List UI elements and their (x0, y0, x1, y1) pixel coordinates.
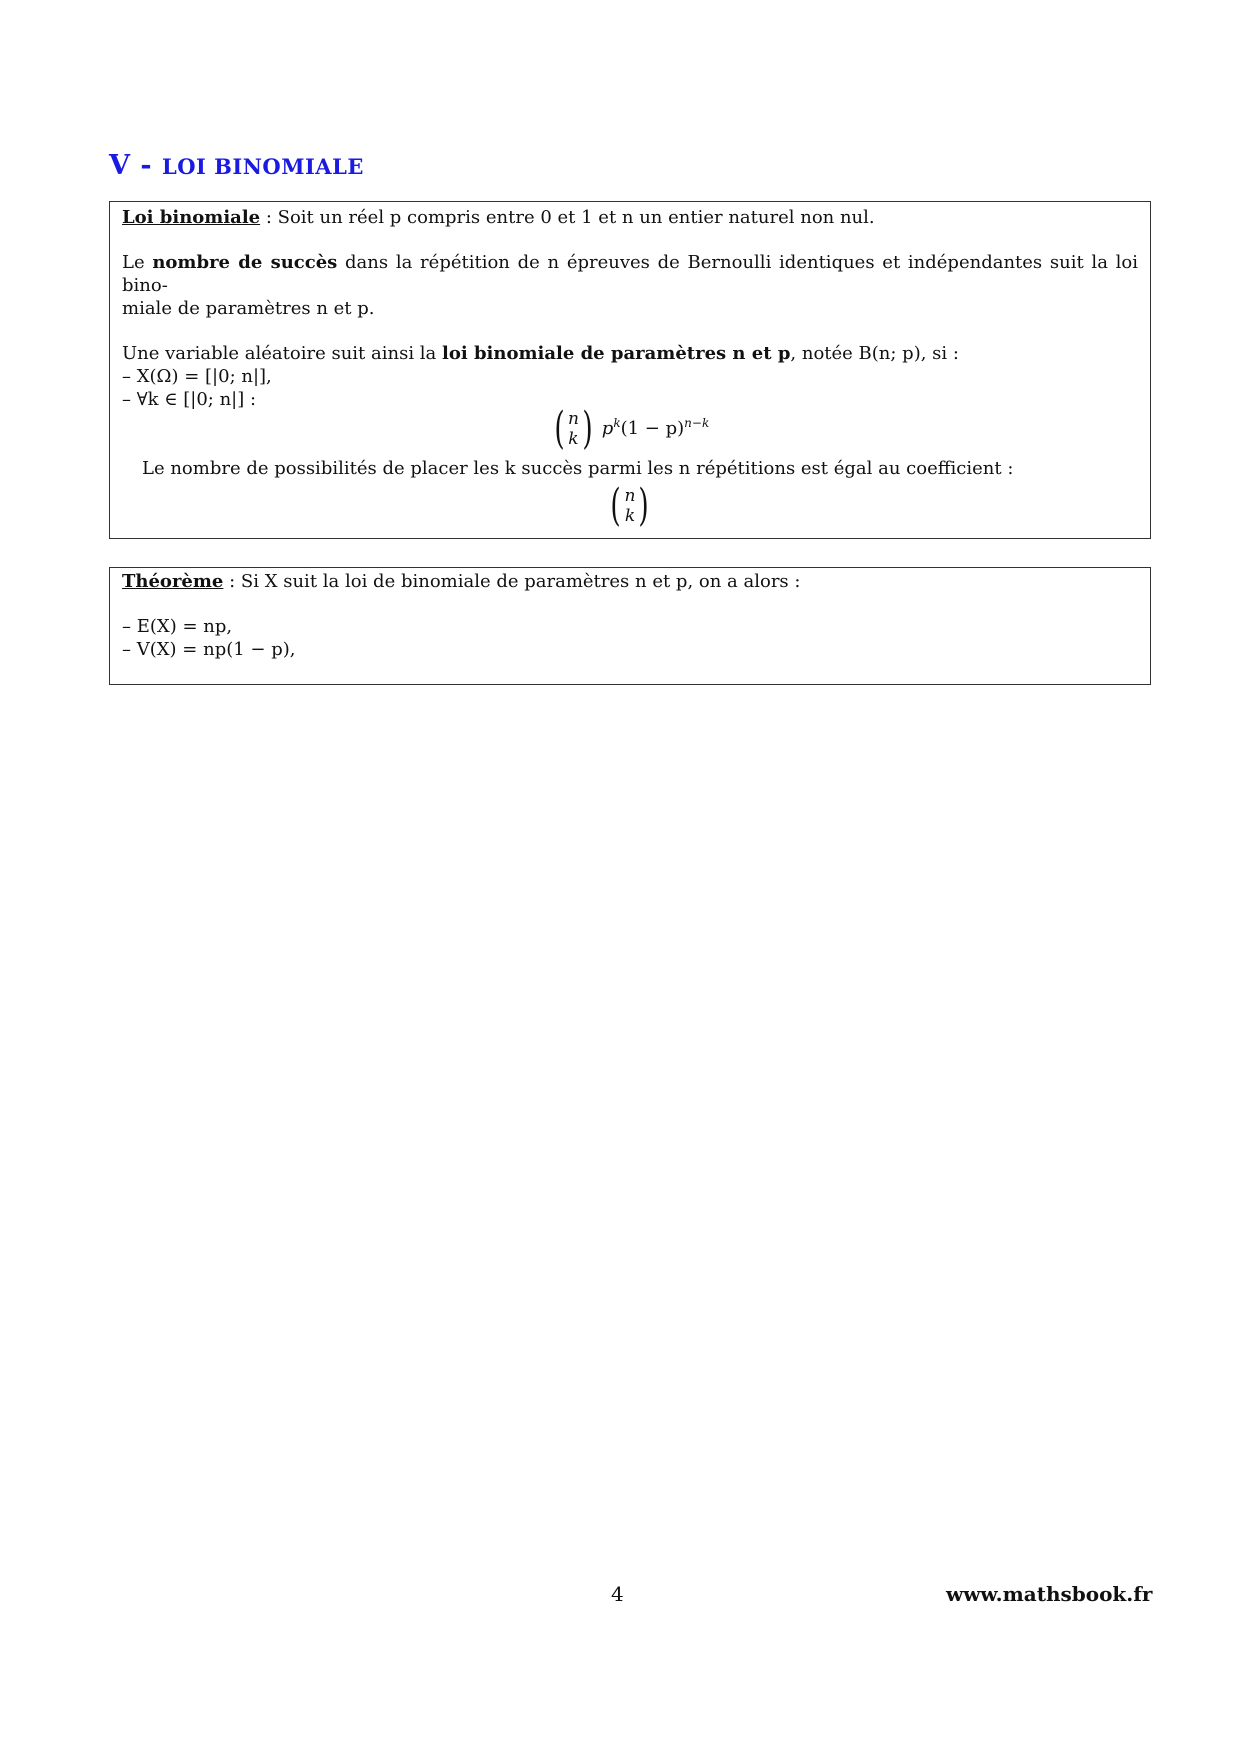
list-item-variance: – V(X) = np(1 − p), (122, 639, 296, 660)
binomial-formula: ( n k ) $p^k(1 - p)^{n-k}$ (122, 407, 1138, 451)
definition-term: Loi binomiale (122, 207, 261, 228)
definition-text: : Soit un réel p compris entre 0 et 1 et n un entier naturel non nul. (260, 207, 875, 228)
list-item-expectation: – E(X) = np, (122, 616, 233, 637)
bold-successes: nombre de succès (152, 252, 338, 273)
paragraph-coefficient: Le nombre de possibilités de placer les k succès parmi les n répétitions est égal au coefficient : (142, 458, 1014, 479)
theorem-term: Théorème (122, 571, 224, 592)
definition-box (109, 201, 1151, 539)
paragraph-successes: Le nombre de succès dans la répétition de n épreuves de Bernoulli identiques et indépendantes suit la loi bino- miale de paramètres n et p. (122, 252, 1138, 319)
section-number: V - (109, 150, 153, 181)
theorem-line (122, 570, 1138, 593)
bold-law: loi binomiale de paramètres n et p (442, 343, 791, 364)
theorem-text: : Si X suit la loi de binomiale de paramètres n et p, on a alors : (223, 571, 801, 592)
binomial-coefficient-display: ( n k ) (610, 480, 650, 531)
theorem-box (109, 567, 1151, 685)
section-title (109, 150, 364, 181)
section-name: LOI BINOMIALE (161, 154, 364, 179)
page-number: 4 (611, 1582, 624, 1606)
definition-line (122, 206, 1138, 229)
site-url: www.mathsbook.fr (946, 1582, 1153, 1606)
paragraph-variable: Une variable aléatoire suit ainsi la loi binomiale de paramètres n et p, notée B(n; p), si : (122, 343, 959, 364)
binomial-coefficient: ( n k ) (554, 403, 593, 454)
list-item-universe: – X(Ω) = [|0; n|], (122, 366, 272, 387)
list-item-forall: – ∀k ∈ [|0; n|] : (122, 389, 257, 410)
